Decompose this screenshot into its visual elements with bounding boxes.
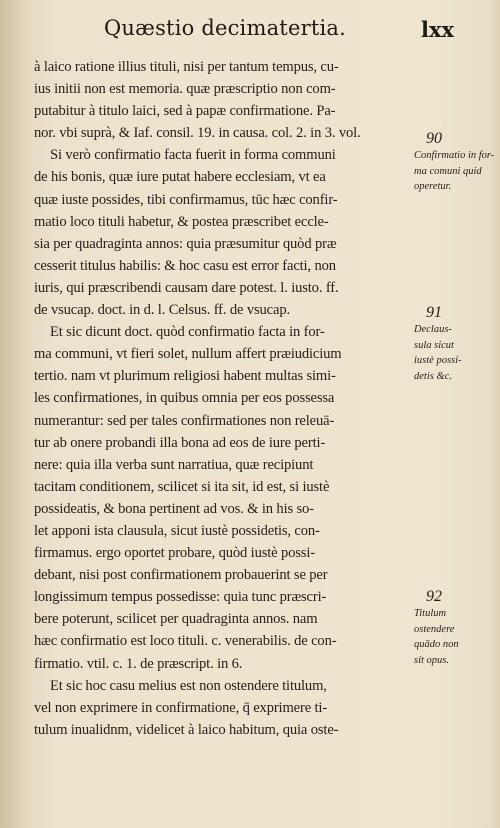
margin-note-line: ma comuni quid	[414, 165, 482, 177]
text-line: nor. vbi suprà, & Iaf. consil. 19. in causa. col. 2. in 3. vol.	[34, 125, 361, 142]
margin-note-line: iustè possi-	[414, 355, 462, 366]
text-line: bere poterunt, scilicet per quadraginta annos. nam	[34, 611, 318, 628]
margin-note-91	[414, 304, 500, 384]
margin-note-line: ostendere	[414, 623, 455, 635]
text-line: de vsucap. doct. in d. l. Celsus. ff. de vsucap.	[34, 302, 290, 319]
text-line: de his bonis, quæ iure putat habere ecclesiam, vt ea	[34, 169, 326, 186]
text-line: les confirmationes, in quibus omnia per eos possessa	[34, 390, 335, 407]
margin-note-line: Confirmatio in for-	[414, 150, 495, 161]
margin-note-line: quādo non	[414, 639, 459, 650]
text-line: matio loco tituli habetur, & postea præscribet eccle-	[34, 213, 329, 230]
margin-note-90	[414, 130, 500, 195]
text-line: Si verò confirmatio facta fuerit in forma communi	[50, 147, 336, 164]
text-line: ius initii non est memoria. quæ præscriptio non com-	[34, 81, 336, 98]
text-line: ma communi, vt fieri solet, nullum affert præiudicium	[34, 346, 342, 363]
margin-note-line: Titulum	[414, 608, 447, 619]
text-line: Et sic dicunt doct. quòd confirmatio facta in for-	[50, 324, 325, 341]
text-line: firmamus. ergo oportet probare, quòd iustè possi-	[34, 545, 315, 562]
text-line: longissimum tempus possedisse: quia tunc præscri-	[34, 589, 327, 606]
text-line: sia per quadraginta annos: quia præsumitur quòd præ	[34, 235, 337, 252]
text-line: vel non exprimere in confirmatione, q̄ exprimere ti-	[34, 699, 328, 716]
margin-note-92	[414, 588, 500, 668]
text-line: Et sic hoc casu melius est non ostendere titulum,	[50, 677, 327, 694]
text-line: hæc confirmatio est loco tituli. c. venerabilis. de con-	[34, 633, 337, 650]
text-line: putabitur à titulo laici, sed à papæ confirmatione. Pa-	[34, 103, 336, 120]
text-line: possideatis, & bona pertinent ad vos. & in his so-	[34, 500, 314, 517]
text-line: nere: quia illa verba sunt narratiua, quæ recipiunt	[34, 456, 314, 473]
margin-note-number: 92	[426, 588, 442, 605]
text-line: debant, nisi post confirmationem probauerint se per	[34, 567, 328, 584]
margin-note-line: operetur.	[414, 181, 452, 192]
text-line: iuris, qui præscribendi causam dare potest. l. iusto. ff.	[34, 279, 339, 296]
text-line: tertio. nam vt plurimum religiosi habent multas simi-	[34, 368, 336, 385]
margin-note-line: sit opus.	[414, 654, 450, 666]
margin-note-number: 91	[426, 304, 442, 321]
text-line: tulum inualidnm, videlicet à laico habitum, quia oste-	[34, 721, 339, 738]
running-head: Quæstio decimatertia.	[104, 16, 346, 40]
margin-note-number: 90	[426, 130, 442, 147]
text-line: cesserit titulus habilis: & hoc casu est error facti, non	[34, 257, 336, 274]
folio-number: lxx	[421, 17, 455, 42]
text-line: firmatio. vtil. c. 1. de præscript. in 6.	[34, 655, 243, 672]
margin-note-line: sula sicut	[414, 339, 454, 351]
text-line: numerantur: sed per tales confirmationes non releuā-	[34, 412, 335, 429]
text-line: tacitam conditionem, scilicet si ita sit, id est, si iustè	[34, 478, 330, 495]
text-line: quæ iuste possides, tibi confirmamus, tūc hæc confir-	[34, 191, 338, 208]
margin-note-line: detis &c.	[414, 370, 452, 382]
text-line: à laico ratione illius tituli, nisi per tantum tempus, cu-	[34, 59, 339, 75]
text-line: let apponi ista clausula, sicut iustè possidetis, con-	[34, 522, 320, 539]
body-text	[34, 56, 414, 741]
text-line: tur ab onere probandi illa bona ad eos de iure perti-	[34, 434, 326, 451]
margin-note-line: Declaus-	[414, 324, 452, 335]
